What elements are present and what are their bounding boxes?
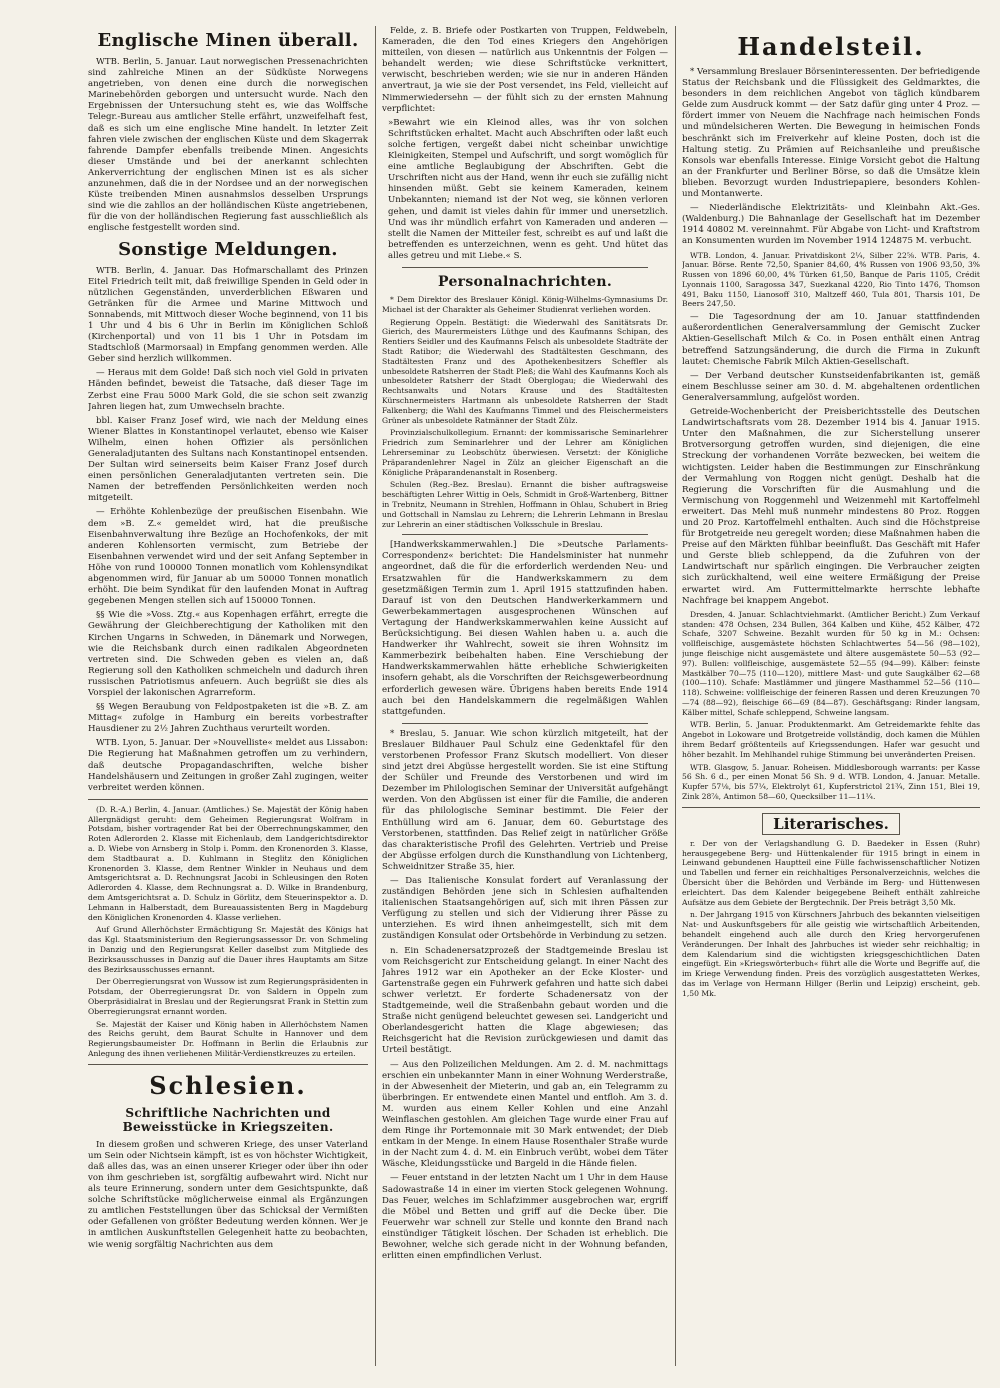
section-divider: [402, 267, 648, 268]
section-divider: [682, 807, 980, 808]
article-paragraph: Provinzialschulkollegium. Ernannt: der kommissarische Seminarlehrer Friedrich zum Seminarlehrer und der Lehrer am Königlichen Lehrerseminar zu Leobschütz überwiesen. Versetzt: der Königliche Präparandenlehrer Nagel in Zülz an gleicher Eigenschaft an die Königliche Präparandenanstalt in Rosenberg.: [382, 428, 668, 477]
headline-literarisches-label: Literarisches.: [762, 813, 900, 835]
article-paragraph: WTB. Berlin, 5. Januar. Laut norwegischen Pressenachrichten sind zahlreiche Minen an der Südküste Norwegens angetrieben, von denen eine durch die norwegischen Marinebehörden geborgen und untersucht wurde. Nach den Ergebnissen der Untersuchung steht es, wie das Wolffsche Telegr.-Bureau aus amtlicher Stelle erfährt, unzweifelhaft fest, daß es sich um eine englische Mine handelt. In letzter Zeit fahren viele zwischen der englischen Küste und dem Skagerrak fahrende Dampfer ebenfalls treibende Minen. Angesichts dieser Umstände und bei der anerkannt schlechten Ankerverrichtung der englischen Minen ist es als sicher anzunehmen, daß die in der Nordsee und an der norwegischen Küste treibenden Minen ausnahmslos desselben Ursprungs sind wie die zahllos an der holländischen Küste angetriebenen, für die von der holländischen Regierung fast ausschließlich als englische festgestellt worden sind.: [88, 57, 368, 234]
section-divider: [402, 723, 648, 724]
subheadline-schriftliche-nachrichten: Schriftliche Nachrichten und Beweisstücke in Kriegszeiten.: [122, 1105, 334, 1134]
article-paragraph: Getreide-Wochenbericht der Preisberichtsstelle des Deutschen Landwirtschaftsrats vom 28. Dezember 1914 bis 4. Januar 1915. Unter den Maßnahmen, die zur Sicherstellung unserer Brotversorgung getroffen wurden, sind diejenigen, die eine Streckung der vorhandenen Vorräte bezwecken, bei weitem die wichtigsten. Leider haben die Bestimmungen zur Einschränkung der Vermahlung von Roggen nicht genügt. Deshalb hat die Regierung die Vorschriften für die Ausmahlung und die Vermischung von Roggenmehl und Weizenmehl mit Kartoffelmehl erweitert. Das Mehl muß nunmehr mindestens 80 Proz. Roggen und 20 Proz. Kartoffelmehl enthalten. Auch sind die Höchstpreise für Brotgetreide neu geregelt worden; diese Maßnahmen haben die Preise auf den Märkten fühlbar beeinflußt. Das Geschäft mit Hafer und Gerste blieb schleppend, da die Zufuhren von der Landwirtschaft nur spärlich eingingen. Die Verbraucher zeigten sich zurückhaltend, weil eine weitere Ermäßigung der Preise erwartet wird. Am Futtermittelmarkte herrschte lebhafte Nachfrage bei knappem Angebot.: [682, 407, 980, 606]
article-paragraph: WTB. London, 4. Januar. Privatdiskont 2¼, Silber 22⅝. WTB. Paris, 4. Januar. Börse. Rente 72,50, Spanier 84,60, 4% Russen von 1906 93,50, 3% Russen von 1896 60,00, 4% Türken 61,50, Banque de Paris 1105, Crédit Lyonnais 1100, Saragossa 347, Suezkanal 4220, Rio Tinto 1476, Thomson 491, Baku 1150, Lianosoff 310, Maltzeff 460, Tula 801, Tharsis 101, De Beers 247,50.: [682, 250, 980, 309]
quoted-appeal: [382, 118, 668, 262]
article-paragraph: §§ Wegen Beraubung von Feldpostpaketen ist die »B. Z. am Mittag« zufolge in Hamburg ein bereits vorbestrafter Hausdiener zu 2½ Jahren Zuchthaus verurteilt worden.: [88, 702, 368, 735]
article-paragraph: Der Oberregierungsrat von Wussow ist zum Regierungspräsidenten in Potsdam, der Oberregierungsrat Dr. von Saldern in Oppeln zum Oberpräsidialrat in Breslau und der Regierungsrat Frank in Stettin zum Oberregierungsrat ernannt worden.: [88, 977, 368, 1016]
headline-schlesien: Schlesien.: [149, 1070, 307, 1100]
personal-news: [382, 295, 668, 529]
column-right: [682, 26, 980, 1366]
column-rule: [375, 26, 376, 1366]
article-paragraph: §§ Wie die »Voss. Ztg.« aus Kopenhagen erfährt, erregte die Gewährung der Gleichberechtigung der Katholiken mit den Kirchen Ungarns in Schweden, in Dänemark und Norwegen, wie die Reichsbank durch einen radikalen Abgeordneten vertreten sind. Die Schweden geben es vielen an, daß Regierung soll den Katholiken schmeicheln und dadurch ihren russischen Patriotismus anfeuern. Auch begrüßt sie dies als Vorspiel der lakonischen Agrarreform.: [88, 610, 368, 698]
article-paragraph: n. Der Jahrgang 1915 von Kürschners Jahrbuch des bekannten vielseitigen Nat- und Auskunftsgebers für alle geistig wie wirtschaftlich Arbeitenden, behandelt eingehend auch alle durch den Krieg hervorgerufenen Veränderungen. Der Inhalt des Jahrbuches ist wieder sehr reichhaltig; in dem Kalendarium sind die wichtigsten kriegsgeschichtlichen Daten eingefügt. Ein »Kriegswörterbuch« führt alle die Worte und Begriffe auf, die im Kriege Verwendung finden. Preis des vorzüglich ausgestatteten Werkes, das im Verlage von Hermann Hillger (Berlin und Leipzig) erscheint, geb. 1,50 Mk.: [682, 910, 980, 998]
section-divider: [402, 534, 648, 535]
literary-notes: [682, 839, 980, 999]
article-paragraph: — Niederländische Elektrizitäts- und Kleinbahn Akt.-Ges. (Waldenburg.) Die Bahnanlage der Gesellschaft hat im Dezember 1914 40802 M. vereinnahmt. Für Abgabe von Licht- und Kraftstrom an Konsumenten wurden im November 1914 124875 M. verbucht.: [682, 203, 980, 247]
column-rule: [675, 26, 676, 1366]
column-left: [88, 26, 368, 1366]
article-paragraph: — Aus den Polizeilichen Meldungen. Am 2. d. M. nachmittags erschien ein unbekannter Mann in einer Wohnung Werderstraße, in der Abwesenheit der Mieterin, und gab an, ein Telegramm zu überbringen. Er entwendete einen Mantel und entfloh. Am 3. d. M. wurden aus einem Keller Kohlen und eine Anzahl Weinflaschen gestohlen. Am gleichen Tage wurde einer Frau auf dem Ringe ihr Portemonnaie mit 30 Mark entwendet; der Dieb entkam in der Menge. In einem Hause Rosenthaler Straße wurde in der Nacht zum 4. d. M. ein Einbruch verübt, wobei dem Täter Wäsche, Kleidungsstücke und Bargeld in die Hände fielen.: [382, 1059, 668, 1170]
article-paragraph: Dresden, 4. Januar. Schlachtviehmarkt. (Amtlicher Bericht.) Zum Verkauf standen: 478 Ochsen, 234 Bullen, 364 Kalben und Kühe, 452 Kälber, 472 Schafe, 3207 Schweine. Bezahlt wurden für 50 kg in M.: Ochsen: vollfleischige, ausgemästete höchsten Schlachtwertes 54—56 (98—102), junge fleischige nicht ausgemästete und ältere ausgemästete 50—53 (92—97). Bullen: vollfleischige, ausgemästete 52—55 (94—99). Kälber: feinste Mastkälber 70—75 (110—120), mittlere Mast- und gute Saugkälber 62—68 (100—110). Schafe: Mastlämmer und jüngere Masthammel 52—56 (110—118). Schweine: vollfleischige der feineren Rassen und deren Kreuzungen 70—74 (88—92), fleischige 66—69 (84—87). Geschäftsgang: Rinder langsam, Kälber mittel, Schafe schleppend, Schweine langsam.: [682, 609, 980, 717]
article-paragraph: Schulen (Reg.-Bez. Breslau). Ernannt die bisher auftragsweise beschäftigten Lehrer Wittig in Oels, Schmidt in Groß-Wartenberg, Bittner in Trebnitz, Neumann in Strehlen, Hoffmann in Ohlau, Schubert in Brieg und Gottschall in Namslau zu Lehrern; die Lehrerin Lehmann in Breslau zur Lehrerin an einer städtischen Volksschule in Breslau.: [382, 480, 668, 529]
article-paragraph: Regierung Oppeln. Bestätigt: die Wiederwahl des Sanitätsrats Dr. Gierich, des Maurermeisters Lüthge und des Kaufmanns Schipan, des Rentiers Seidler und des Kaufmanns Felsch als unbesoldete Stadträte der Stadt Ratibor; die Wiederwahl des Stadtältesten Geschmann, des Stadtältesten Franz und des Apothekenbesitzers Scheffler als unbesoldete Ratsherren der Stadt Pleß; die Wahl des Kaufmanns Koch als unbesoldeter Ratsherr der Stadt Oberglogau; die Wiederwahl des Rechtsanwalts und Notars Krause und des Stadtältesten Kürschnermeisters Hartmann als unbesoldete Ratsherren der Stadt Falkenberg; die Wahl des Kaufmanns Timmel und des Fleischermeisters Grüner als unbesoldete Ratmänner der Stadt Zülz.: [382, 317, 668, 425]
column-middle: [382, 26, 668, 1366]
article-paragraph: WTB. Berlin, 4. Januar. Das Hofmarschallamt des Prinzen Eitel Friedrich teilt mit, daß freiwillige Spenden in Geld oder in nützlichen Gegenständen, unverderblichen Eßwaren und Getränken für die Armee und Marine Mittwoch und Sonnabends, mit Mittwoch dieser Woche beginnend, von 11 bis 1 Uhr und 4 bis 6 Uhr in Berlin im Königlichen Schloß (Kirchenportal) und von 11 bis 1 Uhr in Potsdam im Stadtschloß (Marmorsaal) in Empfang genommen werden. Alle Geber sind herzlich willkommen.: [88, 265, 368, 365]
article-paragraph: [Handwerkskammerwahlen.] Die »Deutsche Parlaments-Correspondenz« berichtet: Die Handelsminister hat nunmehr angeordnet, daß die für die erforderlich werdenden Neu- und Ersatzwahlen für die Handwerkskammern zu dem gesetzmäßigen Termin zum 1. April 1915 stattzufinden haben. Darauf ist von den Deutschen Handwerkerkammern und Gewerbekammertagen ausgesprochenen Wünschen auf Vertagung der Handwerkskammerwahlen keine Aussicht auf Berücksichtigung. Bei diesen Wahlen haben u. a. auch die Handwerker ihr Wahlrecht, soweit sie ihren Wohnsitz im Kammerbezirk beibehalten haben. Eine Verschiebung der Handwerkskammerwahlen hätte erhebliche Schwierigkeiten insofern gehabt, als die Vorschriften der Reichsgewerbeordnung erforderlich gewesen wäre. Übrigens haben bereits Ende 1914 auch bei den Handelskammern die regelmäßigen Wahlen stattgefunden.: [382, 540, 668, 717]
article-paragraph: WTB. Glasgow, 5. Januar. Roheisen. Middlesborough warrants: per Kasse 56 Sh. 6 d., per einen Monat 56 Sh. 9 d. WTB. London, 4. Januar. Metalle. Kupfer 57⅛, bis 57¼, Elektrolyt 61, Kupferstrictol 21¾, Zinn 151, Blei 19, Zink 28⅞, Antimon 58—60, Quecksilber 11—11¼.: [682, 762, 980, 802]
article-paragraph: * Dem Direktor des Breslauer Königl. König-Wilhelms-Gymnasiums Dr. Michael ist der Charakter als Geheimer Studienrat verliehen worden.: [382, 294, 668, 314]
section-divider: [88, 799, 368, 800]
article-paragraph: * Breslau, 5. Januar. Wie schon kürzlich mitgeteilt, hat der Breslauer Bildhauer Paul Schulz eine Gedenktafel für den verstorbenen Professor Franz Skutsch modelliert. Von dieser sind jetzt drei Abgüsse hergestellt worden. Sie ist eine Stiftung der Schüler und Freunde des Verstorbenen und wird im Dezember im Philologischen Seminar der Universität aufgehängt werden. Von den Abgüssen ist einer für die Familie, die anderen für das philologische Seminar bestimmt. Die Feier der Enthüllung wird am 6. Januar, dem 60. Geburtstage des Verstorbenen, stattfinden. Das Relief zeigt in natürlicher Größe das charakteristische Profil des Gelehrten. Vertrieb und Preise der Abgüsse erfolgen durch die Kunsthandlung von Lichtenberg, Schweidnitzer Straße 35, hier.: [382, 728, 668, 872]
article-paragraph: In diesem großen und schweren Kriege, des unser Vaterland um Sein oder Nichtsein kämpft, ist es von höchster Wichtigkeit, daß alles das, was an einen unserer Krieger oder über ihn oder von ihm geschrieben ist, sorgfältig aufbewahrt wird. Nicht nur als teure Erinnerung, sondern unter dem Gesichtspunkte, daß solche Schriftstücke möglicherweise einmal als Ergänzungen zu amtlichen Feststellungen über das Schicksal der Vermißten oder Gefallenen von größter Bedeutung werden können. Wer je in amtlichen Auskunftstellen Gelegenheit hatte zu beobachten, wie wenig sorgfältig Nachrichten aus dem: [88, 1139, 368, 1250]
article-paragraph: — Feuer entstand in der letzten Nacht um 1 Uhr in dem Hause Sadowastraße 14 in einer im vierten Stock gelegenen Wohnung. Das Feuer, welches im Schlafzimmer ausgebrochen war, ergriff die Möbel und Betten und griff auf die Decke über. Die Feuerwehr war schnell zur Stelle und konnte den Brand nach einstündiger Tätigkeit löschen. Der Schaden ist erheblich. Die Bewohner, welche sich gerade nicht in der Wohnung befanden, erlitten einen empfindlichen Verlust.: [382, 1173, 668, 1262]
article-paragraph: — Das Italienische Konsulat fordert auf Veranlassung der zuständigen Behörden jene sich in Schlesien aufhaltenden italienischen Staatsangehörigen auf, sich mit ihren Pässen zur Verfügung zu stellen und sich der Vidierung ihrer Pässe zu unterziehen. Es wird ihnen anheimgestellt, sich mit dem zuständigen Konsulat oder Ortsbehörde in Verbindung zu setzen.: [382, 876, 668, 942]
article-paragraph: — Die Tagesordnung der am 10. Januar stattfindenden außerordentlichen Generalversammlung der Gemischt Zucker Aktien-Gesellschaft Milch & Co. in Posen enthält einen Antrag betreffend Satzungsänderung, die durch die Firma in Zukunft lautet: Chemische Fabrik Milch Aktien-Gesellschaft.: [682, 312, 980, 367]
article-paragraph: Se. Majestät der Kaiser und König haben in Allerhöchstem Namen des Reichs geruht, dem Baurat Schulte in Hannover und dem Regierungsbaumeister Dr. Hoffmann in Berlin die Erlaubnis zur Anlegung des ihnen verliehenen Militär-Verdienstkreuzes zu erteilen.: [88, 1019, 368, 1058]
headline-minen: Englische Minen überall.: [97, 30, 359, 51]
article-paragraph: (D. R.-A.) Berlin, 4. Januar. (Amtliches.) Se. Majestät der König haben Allergnädigst geruht: dem Geheimen Regierungsrat Wolfram in Potsdam, bisher vortragender Rat bei der Oberrechnungskammer, den Roten Adlerorden 2. Klasse mit Eichenlaub, dem Landgerichtsdirektor a. D. Wiebe von Arnsberg in Stolp i. Pomm. den Kronenorden 3. Klasse, dem Stadtbaurat a. D. Kuhlmann in Steglitz den Königlichen Kronenorden 3. Klasse, dem Rentner Winkler in Neuhaus und dem Amtsgerichtsrat a. D. Rechnungsrat Jacobi in Schleusingen den Roten Adlerorden 4. Klasse, dem Rechnungsrat a. D. Wilke in Brandenburg, dem Amtsgerichtsrat a. D. Schulz in Görlitz, dem Steuerinspektor a. D. Lehmann in Halberstadt, dem Bureauassistenten Berg in Magdeburg den Königlichen Kronenorden 4. Klasse verliehen.: [88, 804, 368, 922]
article-paragraph: * Versammlung Breslauer Börseninteressenten. Der befriedigende Status der Reichsbank und die Flüssigkeit des Geldmarktes, die besonders in dem reichlichen Angebot von täglich kündbarem Gelde zum Ausdruck kommt — der Satz dafür ging unter 4 Proz. — fördert immer von Neuem die Nachfrage nach heimischen Fonds und mündelsicheren Werten. Die Bewegung in heimischen Fonds beschränkt sich im Freiverkehr auf kleine Posten, doch ist die Haltung stetig. Zu Prämien auf Reichsanleihe und preußische Konsols war ebenfalls Interesse. Einige Vorsicht gebot die Haltung an der Frankfurter und Berliner Börse, so daß die Umsätze klein blieben. Bevorzugt wurden Industriepapiere, besonders Kohlen- und Montanwerte.: [682, 67, 980, 200]
article-paragraph: r. Der von der Verlagshandlung G. D. Baedeker in Essen (Ruhr) herausgegebene Berg- und Hüttenkalender für 1915 bringt in einem in Leinwand gebundenen Hauptteil eine Fülle fachwissenschaftlicher Notizen und Tabellen und ferner ein reichhaltiges Personalverzeichnis, welches die Übersicht über die Behörden und Verbände im Berg- und Hüttenwesen erleichtert. Das dem Kalender beigegebene Beiheft enthält zahlreiche Aufsätze aus dem Gebiete der Bergtechnik. Der Preis beträgt 3,50 Mk.: [682, 838, 980, 907]
article-paragraph: Auf Grund Allerhöchster Ermächtigung Sr. Majestät des Königs hat das Kgl. Staatsministerium den Regierungsassessor Dr. von Schmeling in Danzig und den Regierungsrat Keller daselbst zum Mitgliede des Bezirksausschusses in Danzig auf die Dauer ihres Hauptamts am Sitze des Bezirksausschusses ernannt.: [88, 925, 368, 974]
headline-literarisches: [682, 814, 980, 833]
section-divider: [88, 1064, 368, 1065]
headline-handelsteil: Handelsteil.: [737, 32, 925, 61]
article-paragraph: — Der Verband deutscher Kunstseidenfabrikanten ist, gemäß einem Beschlusse seiner am 30. d. M. abgehaltenen ordentlichen Generalversammlung, aufgelöst worden.: [682, 370, 980, 403]
article-paragraph: n. Ein Schadenersatzprozeß der Stadtgemeinde Breslau ist vom Reichsgericht zur Entscheidung gelangt. In einer Nacht des Jahres 1912 war ein Apotheker an der Ecke Kloster- und Gartenstraße gegen ein Fuhrwerk gefahren und hatte sich dabei schwer verletzt. Er forderte Schadenersatz von der Stadtgemeinde, weil die Straßenbahn gebaut worden und die Straße nicht genügend beleuchtet gewesen sei. Landgericht und Oberlandesgericht hatten die Klage abgewiesen; das Reichsgericht hat die Revision zurückgewiesen und damit das Urteil bestätigt.: [382, 945, 668, 1056]
article-paragraph: — Erhöhte Kohlenbezüge der preußischen Eisenbahn. Wie dem »B. Z.« gemeldet wird, hat die preußische Eisenbahnverwaltung ihre Bezüge an Hochofenkoks, der mit anderen Kohlensorten vermischt, zum Betriebe der Eisenbahnen verwendet wird und der seit Anfang September in Höhe von rund 100000 Tonnen monatlich vom Kohlensyndikat abgenommen wird, für Januar ab um 50000 Tonnen monatlich erhöht. Die beim Syndikat für den laufenden Monat in Auftrag gegebenen Mengen stellen sich auf 150000 Tonnen.: [88, 507, 368, 607]
official-notices: [88, 805, 368, 1059]
article-paragraph: »Bewahrt wie ein Kleinod alles, was ihr von solchen Schriftstücken erhaltet. Macht auch Abschriften oder laßt euch solche fertigen, vergeßt dabei nicht scheinbar unwichtige Kleinigkeiten, Stempel und Aufschrift, und sorgt womöglich für eine amtliche Beglaubigung der Abschriften. Gebt die Urschriften nicht aus der Hand, wenn ihr euch sie zufällig nicht hinsenden müßt. Gebt sie keinem Kameraden, keinem Unbekannten; niemand ist der Not weg, sie können verloren gehen, und damit ist vieles dahin für immer und unersetzlich. Und was ihr mündlich erfahrt von Kameraden und anderen — stellt die Namen der Mitteiler fest, schreibt es auf und laßt die betreffenden es unterzeichnen, wenn es geht. Und hütet das alles getreu und mit Liebe.« S.: [388, 117, 668, 261]
article-paragraph: WTB. Berlin, 5. Januar. Produktenmarkt. Am Getreidemarkte fehlte das Angebot in Lokoware und Brotgetreide vollständig, doch kamen die Mühlen ihrem Bedarf größtenteils auf Kriegssendungen. Hafer war gesucht und höher bezahlt. Im Mehlhandel ruhige Stimmung bei unveränderten Preisen.: [682, 720, 980, 759]
newspaper-page: [88, 26, 980, 1366]
article-paragraph: bbl. Kaiser Franz Josef wird, wie nach der Meldung eines Wiener Blattes in Konstantinopel verlautet, ebenso wie Kaiser Wilhelm, einen hohen Offizier als persönlichen Generaladjutanten des Sultans nach Konstantinopel entsenden. Der Sultan wird seinerseits beim Kaiser Franz Josef durch einen persönlichen Generaladjutanten vertreten sein. Die Namen der betreffenden Persönlichkeiten werden noch mitgeteilt.: [88, 415, 368, 504]
article-paragraph: — Heraus mit dem Golde! Daß sich noch viel Gold in privaten Händen befindet, beweist die Tatsache, daß dieser Tage im Zerbst eine Frau 5000 Mark Gold, die sie schon seit zwanzig Jahren liegen hat, zum Umwechseln brachte.: [88, 368, 368, 412]
article-paragraph: WTB. Lyon, 5. Januar. Der »Nouvelliste« meldet aus Lissabon: Die Regierung hat Maßnahmen getroffen um zu verhindern, daß deutsche Propagandaschriften, welche bisher Handelshäusern und Zeitungen in großer Zahl zugingen, weiter verbreitet werden können.: [88, 738, 368, 793]
headline-personalnachrichten: Personalnachrichten.: [438, 273, 612, 290]
headline-sonstige-meldungen: Sonstige Meldungen.: [118, 238, 338, 260]
market-reports: [682, 251, 980, 310]
article-paragraph: Felde, z. B. Briefe oder Postkarten von Truppen, Feldwebeln, Kameraden, die den Tod eines Kriegers den Angehörigen mitteilen, von diesen — natürlich aus Unkenntnis der Folgen — behandelt werden; wie diese Schriftstücke verknittert, verwischt, beschrieben werden; wie sie nur in anderen Händen anvertraut, ja wie sie der Post versendet, ins Feld, vielleicht auf Nimmerwiedersehn — der fühlt sich zu der ernsten Mahnung verpflichtet:: [382, 26, 668, 114]
market-reports: [682, 610, 980, 802]
